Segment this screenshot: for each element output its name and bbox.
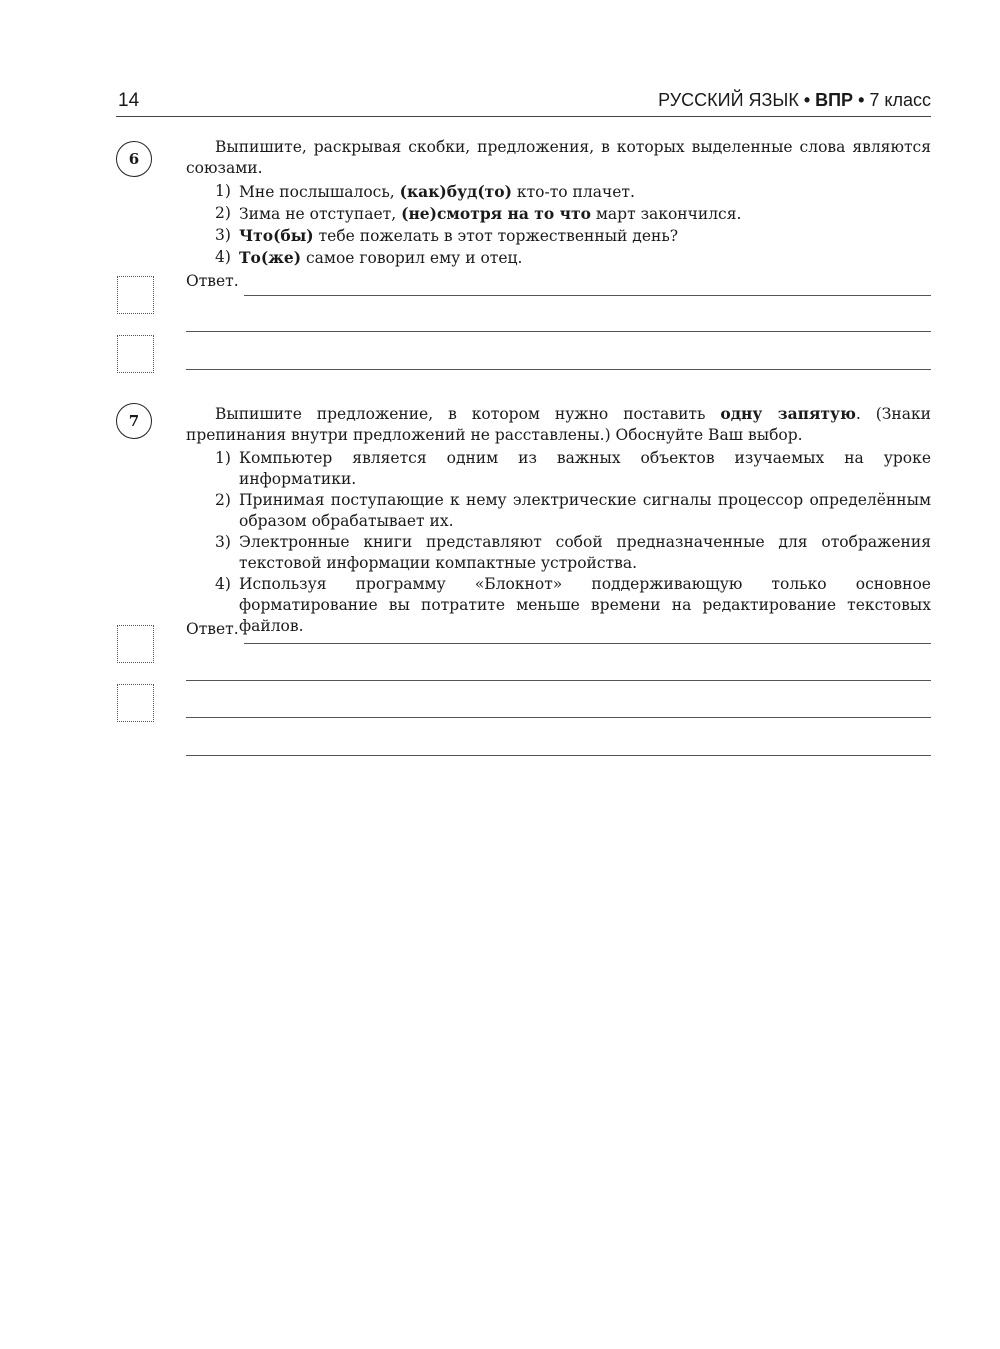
page-number: 14 <box>118 90 140 111</box>
page-header <box>116 88 931 117</box>
answer-label: Ответ. <box>186 272 239 290</box>
list-item <box>186 490 931 532</box>
item-text: Мне послышалось, <box>239 183 400 201</box>
item-highlighted-word: Что(бы) <box>239 226 314 245</box>
list-item <box>186 448 931 490</box>
answer-line[interactable] <box>186 755 931 756</box>
answer-label: Ответ. <box>186 620 239 638</box>
item-text: Зима не отступает, <box>239 205 402 223</box>
item-number: 2) <box>215 204 231 222</box>
item-number: 1) <box>215 449 231 467</box>
task-6-instruction-text: Выпишите, раскрывая скобки, предложения, в которых выделенные слова являются союзами. <box>186 138 931 177</box>
separator-dot: • <box>858 90 865 110</box>
answer-line[interactable] <box>244 643 931 644</box>
score-box[interactable] <box>117 684 154 722</box>
task-7-body <box>186 403 931 637</box>
item-text: Электронные книги представляют собой предназначенные для отображения текстовой информации компактные устройства. <box>239 533 931 572</box>
score-box[interactable] <box>117 625 154 663</box>
score-box[interactable] <box>117 276 154 314</box>
separator-dot: • <box>803 90 811 110</box>
item-text: Компьютер является одним из важных объектов изучаемых на уроке информатики. <box>239 449 931 488</box>
task-number-badge: 7 <box>116 403 152 439</box>
task-6-instruction <box>186 137 931 179</box>
item-highlighted-word: (как)буд(то) <box>399 182 512 201</box>
grade-label: 7 класс <box>869 90 931 110</box>
answer-line[interactable] <box>186 369 931 370</box>
item-text: кто-то плачет. <box>511 183 635 201</box>
answer-line[interactable] <box>186 680 931 681</box>
list-item <box>186 247 931 269</box>
instruction-text: Выпишите предложение, в котором нужно поставить <box>215 405 721 423</box>
list-item <box>186 203 931 225</box>
item-number: 3) <box>215 226 231 244</box>
instruction-text: . (Знаки препинания внутри предложений не расставлены.) Обоснуйте Ваш выбор. <box>186 405 931 444</box>
list-item <box>186 225 931 247</box>
item-text: самое говорил ему и отец. <box>301 249 523 267</box>
item-text: Принимая поступающие к нему электрические сигналы процессор определённым образом обрабатывает их. <box>239 491 931 530</box>
list-item <box>186 181 931 203</box>
item-text: Используя программу «Блокнот» поддерживающую только основное форматирование вы потратите меньше времени на редактирование текстовых файлов. <box>239 575 931 635</box>
task-6-answer-field[interactable] <box>186 272 931 296</box>
item-text: март закончился. <box>590 205 742 223</box>
item-text: тебе пожелать в этот торжественный день? <box>313 227 679 245</box>
task-7-instruction <box>186 403 931 446</box>
answer-line[interactable] <box>244 295 931 296</box>
answer-line[interactable] <box>186 717 931 718</box>
item-number: 1) <box>215 182 231 200</box>
task-7-instruction-text <box>186 403 931 446</box>
exam-title: ВПР <box>815 90 854 110</box>
task-7-answer-field[interactable] <box>186 620 931 644</box>
task-7-options <box>186 448 931 637</box>
item-number: 4) <box>215 248 231 266</box>
item-highlighted-word: То(же) <box>239 248 302 267</box>
list-item <box>186 532 931 574</box>
task-number-badge: 6 <box>116 141 152 177</box>
item-highlighted-word: (не)смотря на то что <box>401 204 591 223</box>
running-head <box>658 90 931 111</box>
task-6-options <box>186 181 931 269</box>
answer-line[interactable] <box>186 331 931 332</box>
task-6-body <box>186 137 931 269</box>
item-number: 4) <box>215 575 231 593</box>
item-number: 3) <box>215 533 231 551</box>
subject-title: РУССКИЙ ЯЗЫК <box>658 90 799 110</box>
instruction-emphasis: одну запятую <box>720 404 856 423</box>
item-number: 2) <box>215 491 231 509</box>
score-box[interactable] <box>117 335 154 373</box>
